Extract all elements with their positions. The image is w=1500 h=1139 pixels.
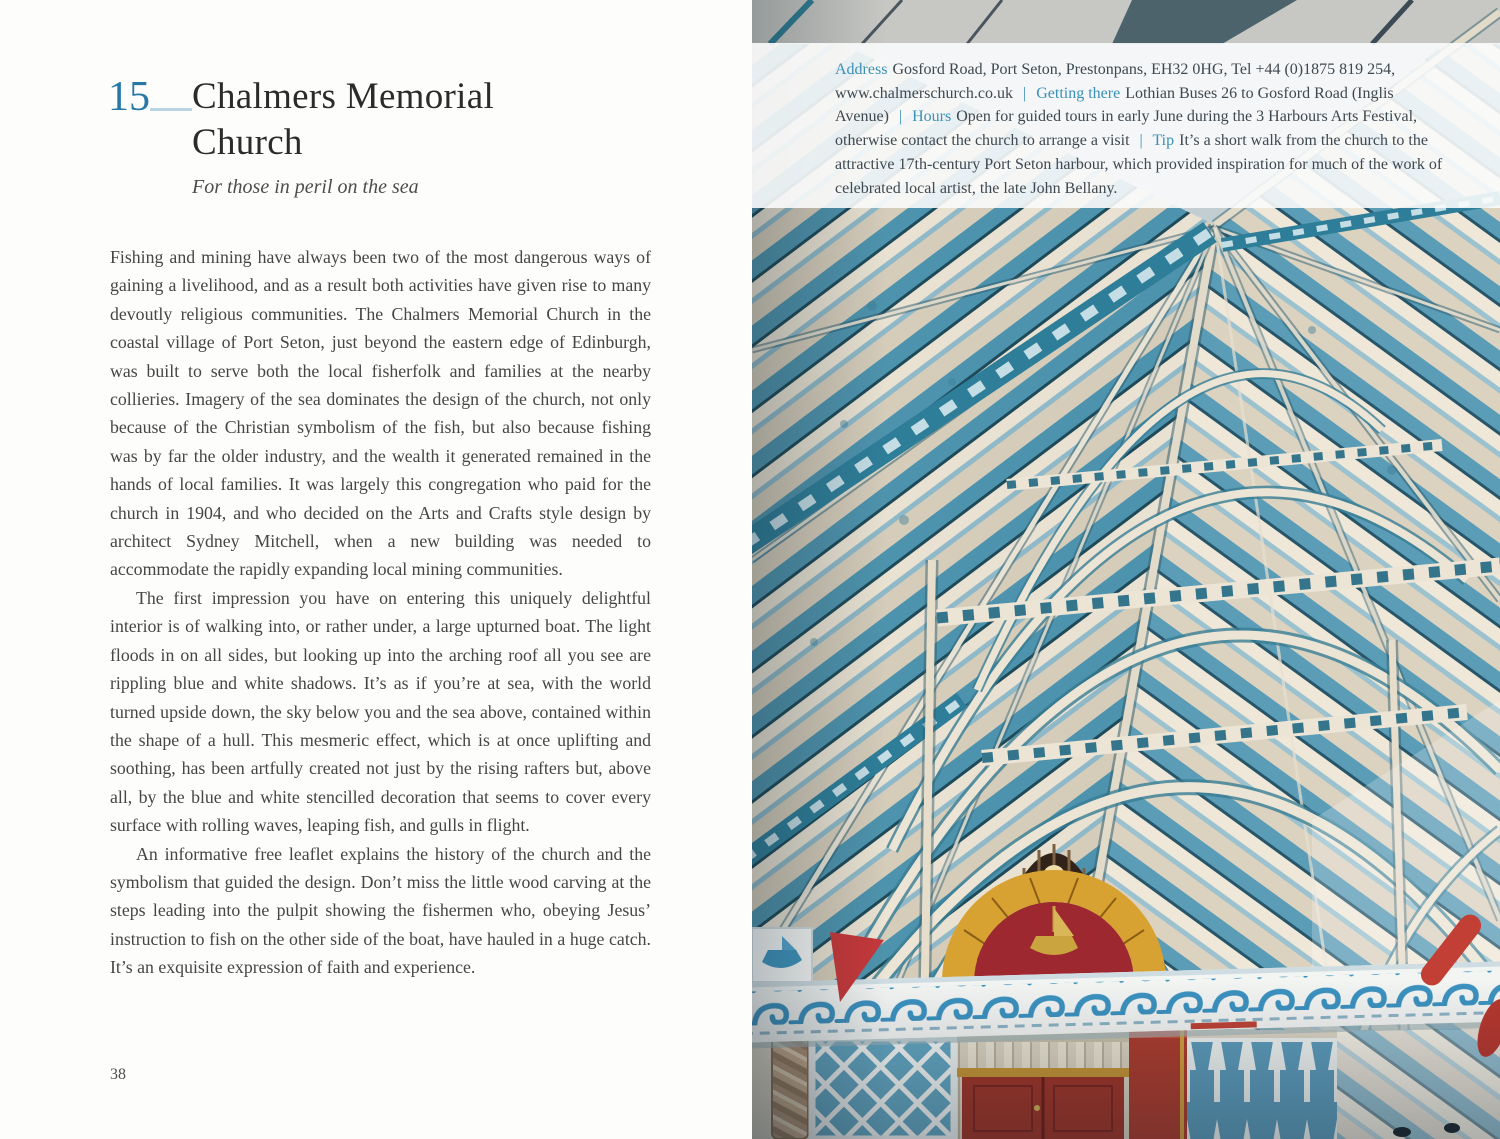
chapter-header bbox=[108, 74, 494, 199]
paragraph-1: Fishing and mining have always been two of the most dangerous ways of gaining a livelihood, and as a result both activities have given rise to many devoutly religious communities. The Chalmers Memorial Church in the coastal village of Port Seton, just beyond the eastern edge of Edinburgh, was built to serve both the local fisherfolk and families at the nearby collieries. Imagery of the sea dominates the design of the church, not only because of the Christian symbolism of the fish, but also because fishing was by far the older industry, and the wealth it generated remained in the hands of local families. It was largely this congregation who paid for the church in 1904, and who decided on the Arts and Crafts style design by architect Sydney Mitchell, when a new building was needed to accommodate the rapidly expanding local mining communities. bbox=[110, 247, 651, 580]
info-box bbox=[752, 43, 1500, 208]
separator-icon: | bbox=[898, 108, 903, 126]
chapter-number-underline bbox=[150, 74, 192, 111]
separator-icon: | bbox=[1023, 84, 1027, 102]
address-label: Address bbox=[835, 61, 888, 78]
paragraph-3: An informative free leaflet explains the history of the church and the symbolism that guided the design. Don’t miss the little wood carving at the steps leading into the pulpit showing the fishermen who, obeying Jesus’ instruction to fish on the other side of the boat, have hauled in a huge catch. It’s an exquisite expression of faith and experience. bbox=[110, 843, 651, 978]
address-text: Gosford Road, Port Seton, Prestonpans, EH32 0HG, Tel +44 (0)1875 819 254, www.chalmerschurch.co.uk bbox=[835, 61, 1396, 102]
tip-label: Tip bbox=[1152, 132, 1175, 150]
chapter-number: 15 bbox=[108, 74, 150, 120]
title-block bbox=[192, 74, 494, 199]
title-line-1: Chalmers Memorial bbox=[192, 76, 495, 117]
separator-icon: | bbox=[1139, 132, 1143, 150]
body-text bbox=[110, 243, 651, 982]
title-line-2: Church bbox=[192, 122, 303, 163]
getting-there-label: Getting there bbox=[1036, 84, 1121, 102]
chapter-number-block bbox=[108, 74, 192, 199]
hours-label: Hours bbox=[912, 108, 952, 126]
hours-text: Open for guided tours in early June during the 3 Harbours Arts Festival, otherwise contact the church to arrange a visit bbox=[835, 108, 1418, 150]
tip-text: It’s a short walk from the church to the attractive 17th-century Port Seton harbour, which provided inspiration for much of the work of celebrated local artist, the late John Bellany. bbox=[835, 132, 1443, 197]
church-ceiling-photo bbox=[752, 0, 1500, 1139]
getting-there-text: Lothian Buses 26 to Gosford Road (Inglis Avenue) bbox=[835, 84, 1394, 126]
page-title bbox=[192, 74, 494, 166]
page-number: 38 bbox=[110, 1066, 126, 1083]
paragraph-2: The first impression you have on entering this uniquely delightful interior is of walking into, or rather under, a large upturned boat. The light floods in on all sides, but looking up into the arching roof all you see are rippling blue and white shadows. It’s as if you’re at sea, with the world turned upside down, the sky below you and the sea above, contained within the shape of a hull. This mesmeric effect, which is at once uplifting and soothing, has been artfully created not just by the rising rafters but, above all, by the blue and white stencilled decoration that seems to cover every surface with rolling waves, leaping fish, and gulls in flight. bbox=[110, 587, 651, 836]
info-text bbox=[835, 58, 1444, 200]
chapter-subtitle: For those in peril on the sea bbox=[192, 176, 419, 198]
